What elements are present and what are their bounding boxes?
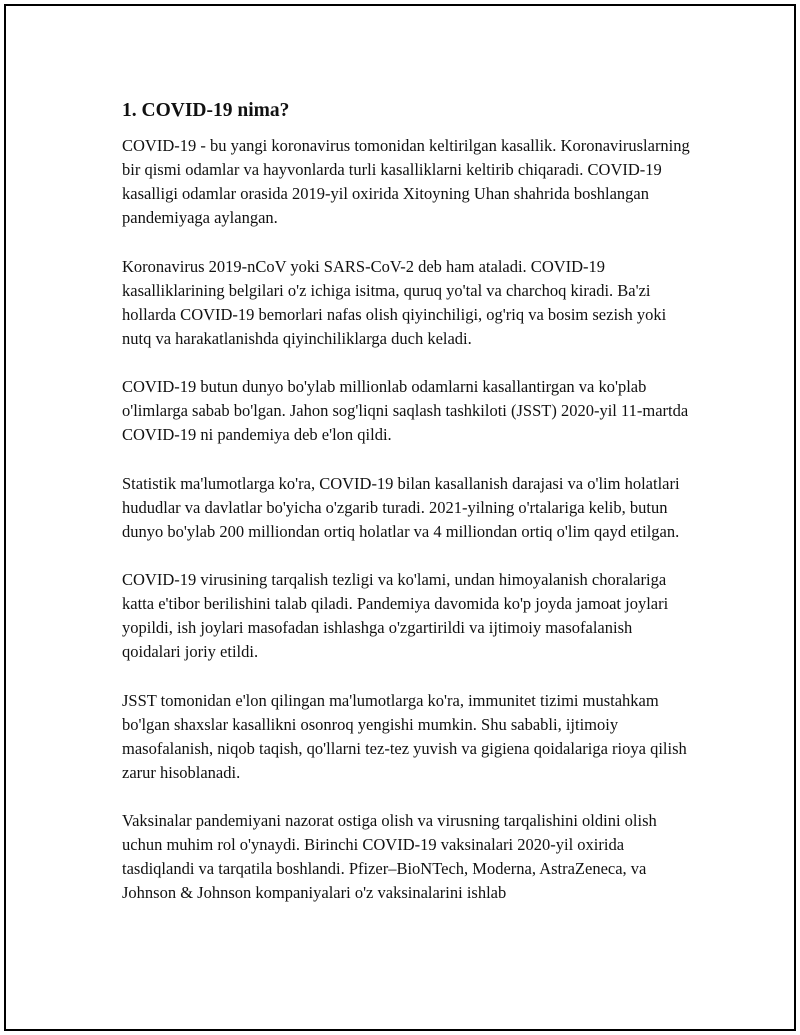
paragraph-6: JSST tomonidan e'lon qilingan ma'lumotlarga ko'ra, immunitet tizimi mustahkam bo'lgan shaxslar kasallikni osonroq yengishi mumkin. Shu sababli, ijtimoiy masofalanish, niqob taqish, qo'llarni tez-tez yuvish va gigiena qoidalariga rioya qilish zarur hisoblanadi. xyxy=(122,690,687,782)
document-page xyxy=(4,4,796,1031)
document-content xyxy=(122,98,692,930)
paragraph-4: Statistik ma'lumotlarga ko'ra, COVID-19 bilan kasallanish darajasi va o'lim holatlari hududlar va davlatlar bo'yicha o'zgarib turadi. 2021-yilning o'rtalariga kelib, butun dunyo bo'ylab 200 milliondan ortiq holatlar va 4 milliondan ortiq o'lim qayd etilgan. xyxy=(122,473,680,541)
paragraph-2: Koronavirus 2019-nCoV yoki SARS-CoV-2 deb ham ataladi. COVID-19 kasalliklarining belgilari o'z ichiga isitma, quruq yo'tal va charchoq kiradi. Ba'zi hollarda COVID-19 bemorlari nafas olish qiyinchiligi, og'riq va bosim sezish yoki nutq va harakatlanishda qiyinchiliklarga duch keladi. xyxy=(122,256,667,348)
paragraph-5: COVID-19 virusining tarqalish tezligi va ko'lami, undan himoyalanish choralariga katta e'tibor berilishini talab qiladi. Pandemiya davomida ko'p joyda jamoat joylari yopildi, ish joylari masofadan ishlashga o'zgartirildi va ijtimoiy masofalanish qoidalari joriy etildi. xyxy=(122,570,669,661)
paragraph-1: COVID-19 - bu yangi koronavirus tomonidan keltirilgan kasallik. Koronaviruslarning bir qismi odamlar va hayvonlarda turli kasalliklarni keltirib chiqaradi. COVID-19 kasalligi odamlar orasida 2019-yil oxirida Xitoyning Uhan shahrida boshlangan pandemiyaga aylangan. xyxy=(122,136,690,227)
section-heading: 1. COVID-19 nima? xyxy=(122,100,290,121)
paragraph-3: COVID-19 butun dunyo bo'ylab millionlab odamlarni kasallantirgan va ko'plab o'limlarga sabab bo'lgan. Jahon sog'liqni saqlash tashkiloti (JSST) 2020-yil 11-martda COVID-19 ni pandemiya deb e'lon qildi. xyxy=(122,377,689,444)
paragraph-7: Vaksinalar pandemiyani nazorat ostiga olish va virusning tarqalishini oldini olish uchun muhim rol o'ynaydi. Birinchi COVID-19 vaksinalari 2020-yil oxirida tasdiqlandi va tarqatila boshlandi. Pfizer–BioNTech, Moderna, AstraZeneca, va Johnson & Johnson kompaniyalari o'z vaksinalarini ishlab xyxy=(122,811,657,902)
